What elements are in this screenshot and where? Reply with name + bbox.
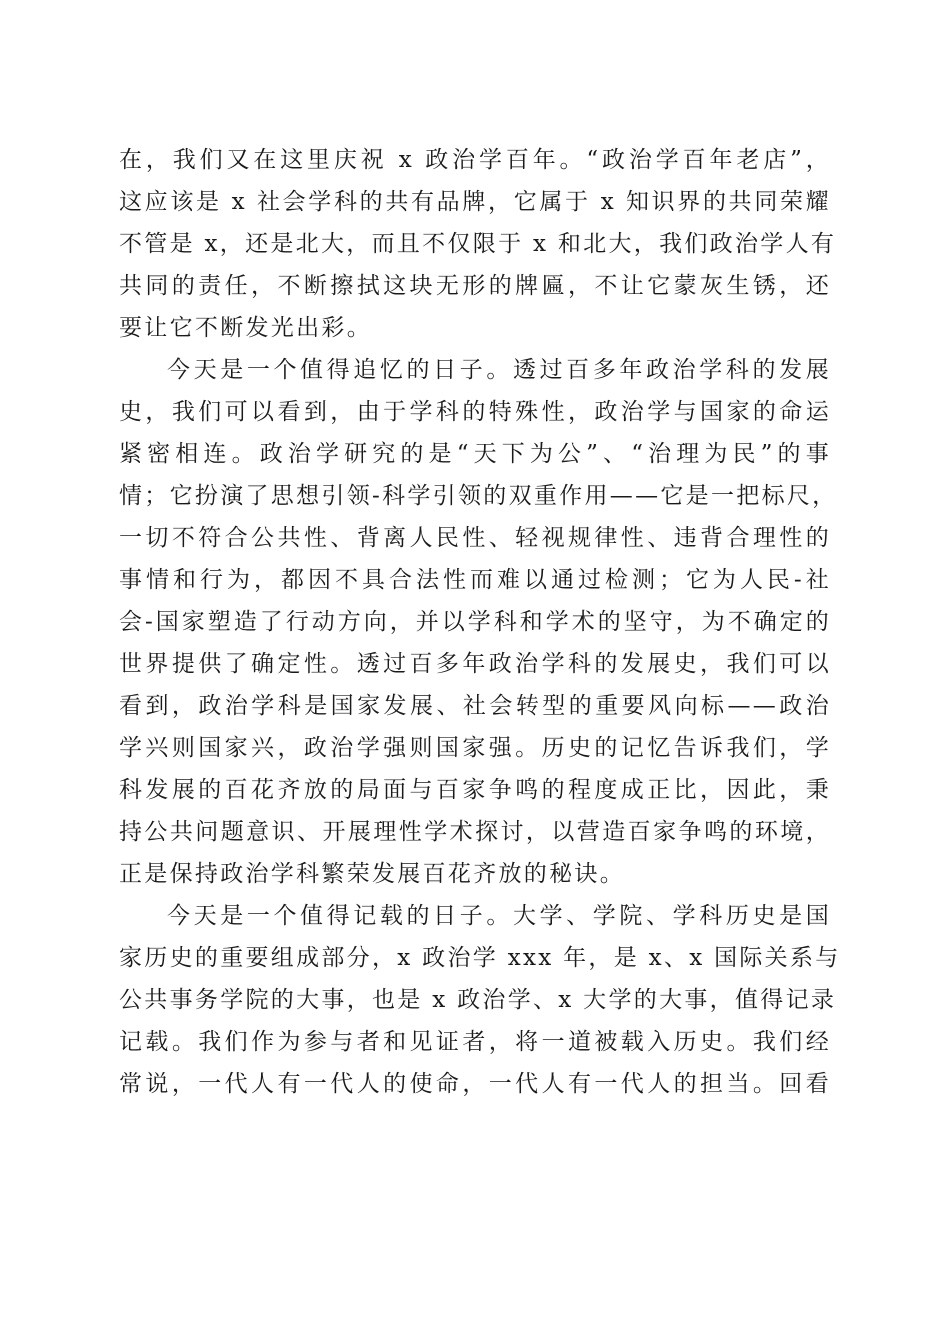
text-line: 史，我们可以看到，由于学科的特殊性，政治学与国家的命运 bbox=[119, 399, 831, 425]
text-line: 这应该是 x 社会学科的共有品牌，它属于 x 知识界的共同荣耀 bbox=[119, 189, 831, 215]
text-line: 科发展的百花齐放的局面与百家争鸣的程度成正比，因此，秉 bbox=[119, 777, 831, 803]
text-line: 会-国家塑造了行动方向，并以学科和学术的坚守，为不确定的 bbox=[119, 609, 831, 635]
text-line: 共同的责任，不断擦拭这块无形的牌匾，不让它蒙灰生锈，还 bbox=[119, 273, 831, 299]
text-line: 记载。我们作为参与者和见证者，将一道被载入历史。我们经 bbox=[119, 1029, 831, 1055]
text-line: 正是保持政治学科繁荣发展百花齐放的秘诀。 bbox=[119, 861, 625, 887]
text-line: 事情和行为，都因不具合法性而难以通过检测；它为人民-社 bbox=[119, 567, 831, 593]
text-line: 不管是 x，还是北大，而且不仅限于 x 和北大，我们政治学人有 bbox=[119, 231, 837, 257]
text-line: 世界提供了确定性。透过百多年政治学科的发展史，我们可以 bbox=[119, 651, 831, 677]
text-line: 公共事务学院的大事，也是 x 政治学、x 大学的大事，值得记录 bbox=[119, 987, 837, 1013]
text-line: 紧密相连。政治学研究的是“天下为公”、“治理为民”的事 bbox=[119, 441, 831, 467]
body-text bbox=[119, 139, 841, 1105]
paragraph-start-line: 今天是一个值得记载的日子。大学、学院、学科历史是国 bbox=[167, 903, 831, 929]
text-line: 学兴则国家兴，政治学强则国家强。历史的记忆告诉我们，学 bbox=[119, 735, 831, 761]
text-line: 要让它不断发光出彩。 bbox=[119, 315, 372, 341]
text-line: 情；它扮演了思想引领-科学引领的双重作用——它是一把标尺， bbox=[119, 483, 838, 509]
text-line: 常说，一代人有一代人的使命，一代人有一代人的担当。回看 bbox=[119, 1071, 831, 1097]
text-line: 在，我们又在这里庆祝 x 政治学百年。“政治学百年老店”， bbox=[119, 147, 831, 173]
text-line: 一切不符合公共性、背离人民性、轻视规律性、违背合理性的 bbox=[119, 525, 831, 551]
text-line: 看到，政治学科是国家发展、社会转型的重要风向标——政治 bbox=[119, 693, 831, 719]
text-line: 家历史的重要组成部分，x 政治学 xxx 年，是 x、x 国际关系与 bbox=[119, 945, 841, 971]
text-line: 持公共问题意识、开展理性学术探讨，以营造百家争鸣的环境， bbox=[119, 819, 831, 845]
paragraph-start-line: 今天是一个值得追忆的日子。透过百多年政治学科的发展 bbox=[167, 357, 831, 383]
